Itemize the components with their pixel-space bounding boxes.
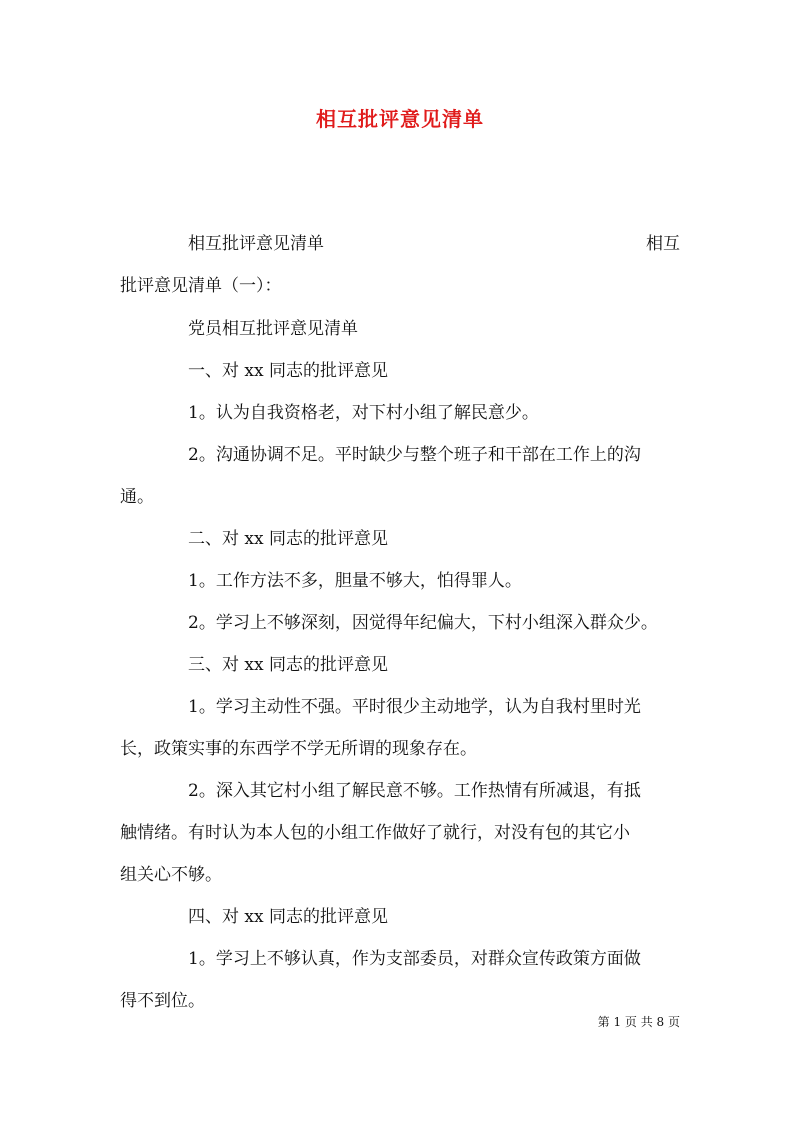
body-line: 2。学习上不够深刻，因觉得年纪偏大，下村小组深入群众少。: [188, 613, 658, 633]
section-heading: 二、对 xx 同志的批评意见: [188, 529, 388, 549]
document-title: 相互批评意见清单: [316, 107, 484, 131]
body-line: 党员相互批评意见清单: [188, 319, 358, 339]
body-line: 批评意见清单（一）：: [120, 276, 282, 296]
body-line: 1。学习主动性不强。平时很少主动地学，认为自我村里时光: [188, 697, 641, 717]
body-line: 相互批评意见清单: [188, 234, 324, 254]
body-line: 通。: [120, 487, 154, 507]
body-line: 长，政策实事的东西学不学无所谓的现象存在。: [120, 739, 477, 759]
section-heading: 四、对 xx 同志的批评意见: [188, 907, 388, 927]
section-heading: 三、对 xx 同志的批评意见: [188, 655, 388, 675]
body-line: 2。深入其它村小组了解民意不够。工作热情有所减退，有抵: [188, 781, 641, 801]
page-number: 第 1 页 共 8 页: [597, 1015, 680, 1029]
body-line: 得不到位。: [120, 991, 205, 1011]
body-line: 1。工作方法不多，胆量不够大，怕得罪人。: [188, 571, 522, 591]
section-heading: 一、对 xx 同志的批评意见: [188, 361, 388, 381]
body-line: 相互: [646, 234, 680, 254]
body-line: 组关心不够。: [120, 865, 222, 885]
body-line: 触情绪。有时认为本人包的小组工作做好了就行，对没有包的其它小: [120, 823, 630, 843]
body-line: 1。学习上不够认真，作为支部委员，对群众宣传政策方面做: [188, 949, 641, 969]
body-line: 2。沟通协调不足。平时缺少与整个班子和干部在工作上的沟: [188, 445, 641, 465]
body-line: 1。认为自我资格老，对下村小组了解民意少。: [188, 403, 539, 423]
